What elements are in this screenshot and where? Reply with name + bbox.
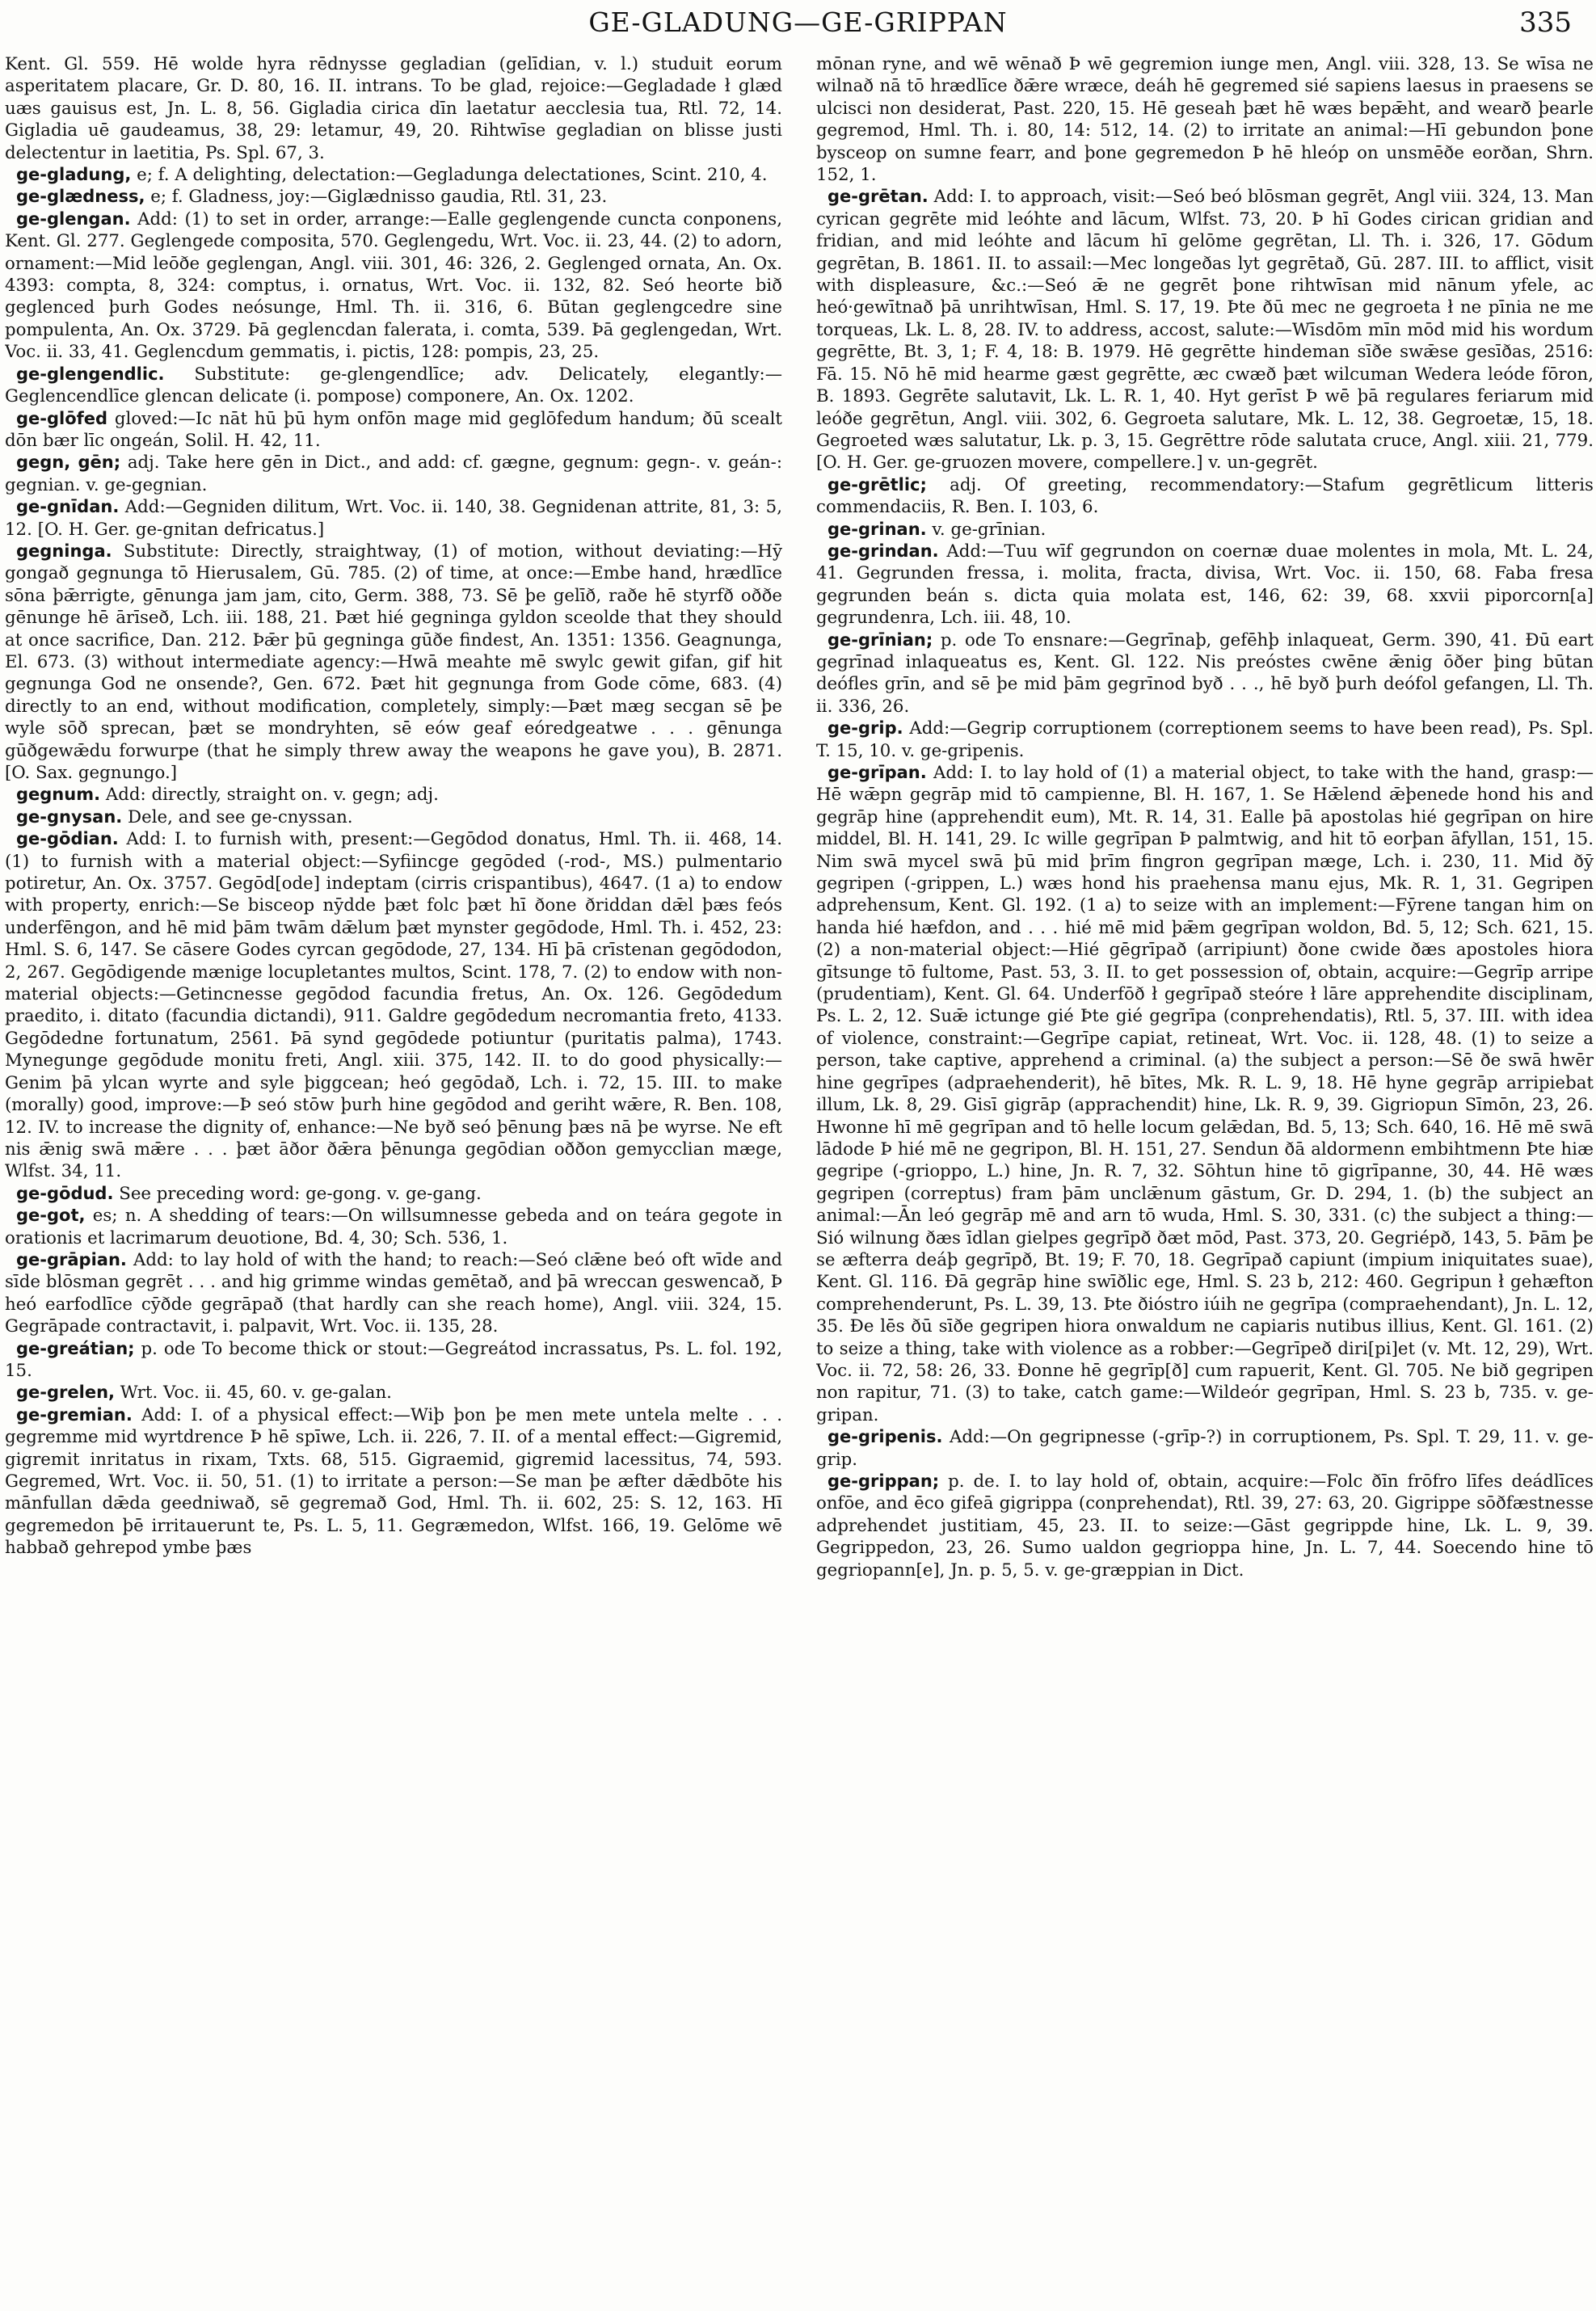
entry-definition: Kent. Gl. 559. Hē wolde hyra rēdnysse gegladian (gelīdian, v. l.) studuit eorum asperitatem placare, Gr. D. 80, 16. II. intrans. To be glad, rejoice:—Gegladade ł glæd uæs gauisus est, Jn. L. 8, 56. Gigladia cirica dīn laetatur aecclesia tua, Rtl. 72, 14. Gigladia uē gaudeamus, 38, 29: letamur, 49, 20. Rihtwīse gegladian on blisse justi delectentur in laetitia, Ps. Spl. 67, 3. [5, 54, 782, 163]
entry-headword: ge-gōdud. [16, 1183, 114, 1203]
entry-headword: ge-glengan. [16, 208, 131, 229]
dictionary-entry [5, 1382, 782, 1404]
entry-headword: ge-glengendlic. [16, 364, 165, 384]
entry-headword: ge-glōfed [16, 408, 108, 428]
entry-headword: ge-got, [16, 1206, 86, 1226]
entry-definition: Add:—On gegripnesse (-grīp-?) in corruptionem, Ps. Spl. T. 29, 11. v. ge-grip. [816, 1427, 1594, 1470]
dictionary-entry [816, 53, 1594, 186]
entry-definition: gloved:—Ic nāt hū þū hym onfōn mage mid geglōfedum handum; ðū scealt dōn bær līc ongeán, Solil. H. 42, 11. [5, 408, 782, 451]
entry-headword: ge-gōdian. [16, 829, 119, 849]
dictionary-entry [816, 718, 1594, 762]
dictionary-entry [5, 1205, 782, 1249]
page-number: 335 [1519, 6, 1572, 39]
entry-definition: Add: directly, straight on. v. gegn; adj. [105, 785, 439, 806]
dictionary-entry [5, 1183, 782, 1205]
dictionary-entry [816, 762, 1594, 1426]
dictionary-entry [816, 629, 1594, 718]
entry-definition: p. ode To become thick or stout:—Gegreátod incrassatus, Ps. L. fol. 192, 15. [5, 1338, 782, 1381]
entry-headword: ge-grelen, [16, 1383, 115, 1403]
entry-headword: ge-gremian. [16, 1404, 133, 1425]
entry-definition: v. ge-grīnian. [932, 519, 1046, 540]
dictionary-entry [816, 186, 1594, 474]
entry-headword: ge-grīpan. [827, 763, 927, 782]
dictionary-entry [5, 784, 782, 806]
entry-definition: mōnan ryne, and wē wēnað Þ wē gegremion iunge men, Angl. viii. 328, 13. Se wīsa ne wilnað nā tō hrædlīce ðǣre wræce, deáh hē gegremed sié sapiens laesus in praesens se ulcisci non desiderat, Past. 220, 15. Hē geseah þæt hē wæs bepǣht, and wearð þearle gegremod, Hml. Th. i. 80, 14: 512, 14. (2) to irritate an animal:—Hī gebundon þone bysceop on sumne fearr, and þone gegremedon Þ hē hleóp on unsmēðe eorðan, Shrn. 152, 1. [816, 54, 1594, 186]
entry-headword: ge-grāpian. [16, 1249, 127, 1269]
right-column [816, 53, 1594, 2300]
entry-definition: Add: I. to furnish with, present:—Gegōdod donatus, Hml. Th. ii. 468, 14. (1) to furnish with a material object:—Syfiincge gegōded (-rod-, MS.) pulmentario potiretur, An. Ox. 3757. Gegōd[ode] indeptam (cirris crispantibus), 4647. (1 a) to endow with property, enrich:—Se bisceop nȳdde þæt folc þæt hī ðone ðriddan dǣl þæs feós underfēngon, and hē mid þām twām dǣlum þæt mynster gegōdode, Hml. Th. i. 452, 23: Hml. S. 6, 147. Se cāsere Godes cyrcan gegōdode, 27, 134. Hī þā crīstenan gegōdodon, 2, 267. Gegōdigende mænige locupletantes multos, Scint. 178, 7. (2) to endow with non-material objects:—Getincnesse gegōdod facundia fretus, An. Ox. 126. Gegōdedum praedito, i. ditato (facundia dictandi), 911. Galdre gegōdedum necromantia freto, 4133. Gegōdedne fortunatum, 2561. Þā synd gegōdede potiuntur (puritatis palma), 1743. Mynegunge gegōdude monitu freti, Angl. xiii. 375, 142. II. to do good physically:—Genim þā ylcan wyrte and syle þiggcean; heó gegōdað, Lch. i. 72, 15. III. to make (morally) good, improve:—Þ seó stōw þurh hine gegōdod and geriht wǣre, R. Ben. 108, 12. IV. to increase the dignity of, enhance:—Ne byð seó þēnung þæs nā þe wyrse. Ne eft nis ǣnig swā mǣre . . . þæt āðor ðǣra þēnunga gegōdian oððon gemycclian mæge, Wlfst. 34, 11. [5, 829, 782, 1182]
dictionary-entry [5, 408, 782, 453]
entry-headword: ge-gripenis. [827, 1427, 943, 1447]
dictionary-entry [5, 1338, 782, 1383]
dictionary-entry [816, 1426, 1594, 1471]
dictionary-entry [5, 452, 782, 496]
dictionary-entry [5, 828, 782, 1183]
entry-headword: ge-glædness, [16, 187, 145, 207]
dictionary-entry [816, 541, 1594, 629]
entry-headword: ge-grīnian; [827, 629, 933, 650]
page-title: GE-GLADUNG—GE-GRIPPAN [588, 6, 1008, 38]
entry-headword: ge-grindan. [827, 541, 939, 561]
entry-definition: Add:—Gegniden dilitum, Wrt. Voc. ii. 140, 38. Gegnidenan attrite, 81, 3: 5, 12. [O. H. Ger. ge-gnitan defricatus.] [5, 497, 782, 540]
entry-headword: ge-grinan. [827, 519, 927, 539]
entry-definition: e; f. A delighting, delectation:—Gegladunga delectationes, Scint. 210, 4. [137, 165, 768, 186]
entry-definition: Add: (1) to set in order, arrange:—Ealle geglengende cuncta conponens, Kent. Gl. 277. Geglengede composita, 570. Geglengedu, Wrt. Voc. ii. 23, 44. (2) to adorn, ornament:—Mid leōðe geglengan, Angl. viii. 301, 46: 326, 2. Geglenged ornata, An. Ox. 4393: compta, 8, 324: comptus, i. ornatus, Wrt. Voc. ii. 132, 82. Seó heorte bið geglenced þurh Godes neósunge, Hml. Th. ii. 316, 6. Būtan geglengcedre sine pompulenta, An. Ox. 3729. Þā geglencdan falerata, i. comta, 539. Þā geglengedan, Wrt. Voc. ii. 33, 41. Geglencdum gemmatis, i. pictis, 128: pompis, 23, 25. [5, 208, 782, 363]
dictionary-entry [5, 1404, 782, 1560]
entry-definition: es; n. A shedding of tears:—On willsumnesse gebeda and on teára gegote in orationis et lacrimarum deuotione, Bd. 4, 30; Sch. 536, 1. [5, 1206, 782, 1248]
dictionary-entry [5, 186, 782, 208]
dictionary-entry [5, 1249, 782, 1338]
entry-headword: ge-grētan. [827, 187, 929, 207]
dictionary-entry [816, 1471, 1594, 1581]
left-column [5, 53, 782, 2300]
entry-headword: gegnum. [16, 785, 101, 805]
entry-definition: Wrt. Voc. ii. 45, 60. v. ge-galan. [120, 1383, 392, 1404]
entry-definition: Add:—Gegrip corruptionem (correptionem seems to have been read), Ps. Spl. T. 15, 10. v. ge-gripenis. [816, 718, 1594, 761]
entry-definition: p. de. I. to lay hold of, obtain, acquire:—Folc ðīn frōfro līfes deádlīces onfōe, and ēco gifeā gigrippa (conprehendat), Rtl. 39, 27: 63, 20. Gigrippe sōðfæstnesse adprehendet justitiam, 45, 23. II. to seize:—Gāst gegrippde hine, Lk. L. 9, 39. Gegrippedon, 23, 26. Sumo ualdon gegrioppa hine, Jn. L. 7, 44. Soecendo hine tō gegriopann[e], Jn. p. 5, 5. v. ge-græppian in Dict. [816, 1471, 1594, 1581]
dictionary-entry [5, 164, 782, 186]
dictionary-entry [5, 53, 782, 164]
entry-definition: Dele, and see ge-cnyssan. [128, 806, 353, 827]
entry-headword: ge-gnysan. [16, 806, 123, 827]
dictionary-entry [5, 806, 782, 828]
entry-headword: ge-gladung, [16, 165, 132, 185]
dictionary-entry [5, 208, 782, 364]
dictionary-entry [5, 496, 782, 541]
entry-definition: adj. Of greeting, recommendatory:—Stafum gegrētlicum litteris commendaciis, R. Ben. I. 103, 6. [816, 474, 1594, 518]
entry-definition: e; f. Gladness, joy:—Giglædnisso gaudia, Rtl. 31, 23. [150, 187, 608, 208]
entry-definition: Substitute: Directly, straightway, (1) of motion, without deviating:—Hȳ gongað gegnunga tō Hierusalem, Gū. 785. (2) of time, at once:—Embe hand, hrædlīce sōna þǣrrigte, gēnunga jam jam, cito, Germ. 388, 73. Sē þe gelīð, raðe hē styrfð oððe gēnunge hē ārīseð, Lch. iii. 188, 21. Þæt hié gegninga gyldon sceolde that they should at once sacrifice, Dan. 212. Þǣr þū gegninga gūðe findest, An. 1351: 1356. Geagnunga, El. 673. (3) without intermediate agency:—Hwā meahte mē swylc gewit gifan, gif hit gegnunga God ne onsende?, Gen. 672. Þæt hit gegnunga from Gode cōme, 683. (4) directly to an end, without modification, completely, simply:—Þæt mæg secgan sē þe wyle sōð sprecan, þæt se mondryhten, sē eów geaf eóredgeatwe . . . gēnunga gūðgewǣdu forwurpe (that he simply threw away the weapons he gave you), B. 2871. [O. Sax. gegnungo.] [5, 541, 782, 783]
dictionary-entry [5, 541, 782, 784]
entry-headword: gegninga. [16, 541, 112, 561]
entry-headword: ge-greátian; [16, 1338, 135, 1358]
entry-definition: Add: to lay hold of with the hand; to reach:—Seó clǣne beó oft wīde and sīde blōsman gegrēt . . . and hig grimme windas gemētað, and þā wreccan geswencað, Þ heó earfodlīce cȳðde gegrāpað (that hardly can she reach home), Angl. viii. 324, 15. Gegrāpade contractavit, i. palpavit, Wrt. Voc. ii. 135, 28. [5, 1249, 782, 1337]
entry-headword: gegn, gēn; [16, 453, 121, 473]
entry-definition: Add: I. to lay hold of (1) a material object, to take with the hand, grasp:—Hē wǣpn gegrāp mid tō campienne, Bl. H. 167, 1. Se Hǣlend ǣþenede hond his and gegrāp hine (apprehendit eum), Mt. R. 14, 31. Ealle þā apostolas hié gegrīpan on hire middel, Bl. H. 141, 29. Ic wille gegrīpan Þ palmtwig, and hit tō eorþan āfyllan, 151, 15. Nim swā mycel swā þū mid þrīm fingron gegrīpan mæge, Lch. i. 230, 11. Mid ðȳ gegripen (-grippen, L.) wæs hond his praehensa manu ejus, Mk. R. 1, 31. Gegripen adprehensum, Kent. Gl. 192. (1 a) to seize with an implement:—Fȳrene tangan him on handa hié hæfdon, and . . . hié mē mid þǣm gegrīpan woldon, Bd. 5, 12; Sch. 621, 15. (2) a non-material object:—Hié gēgrīpað (arripiunt) ðone cwide ðæs apostoles hiora gītsunge tō fultome, Past. 53, 3. II. to get possession of, obtain, acquire:—Gegrīp arripe (prudentiam), Kent. Gl. 64. Underfōð ł gegrīpað steóre ł lāre apprehendite disciplinam, Ps. L. 2, 12. Suǣ ictunge gié Þte gié gegrīpa (conprehendatis), Rtl. 5, 37. III. with idea of violence, constraint:—Gegrīpe capiat, retineat, Wrt. Voc. ii. 128, 48. (1) to seize a person, take captive, apprehend a criminal. (a) the subject a person:—Sē ðe swā hwēr hine gegrīpes (adpraehenderit), hē bītes, Mk. R. L. 9, 18. Hē hyne gegrāp arripiebat illum, Lk. 8, 29. Gisī gigrāp (apprachendit) hine, Lk. R. 9, 39. Gigriopun Sīmōn, 23, 26. Hwonne hī mē gegrīpan and tō helle locum gelǣdan, Bd. 5, 13; Sch. 640, 16. Hē mē swā lādode Þ hié mē ne gegripon, Bl. H. 151, 27. Sendun ðā aldormenn embihtmenn Þte hiæ gegripe (-grioppo, L.) hine, Jn. R. 7, 32. Sōhtun hine tō gigrīpanne, 30, 44. Hē wæs gegripen (correptus) fram þām unclǣnum gāstum, Gr. D. 294, 1. (b) the subject an animal:—Ān leó gegrāp mē and arn tō wuda, Hml. S. 30, 331. (c) the subject a thing:—Sió wilnung ðæs īdlan gielpes gegrīpð ðæt mōd, Past. 373, 20. Gegriépð, 143, 5. Þām þe se æfterra deáþ gegrīpð, Bt. 19; F. 70, 18. Gegrīpað capiunt (impium iniquitates suae), Kent. Gl. 116. Ðā gegrāp hine swīðlic ege, Hml. S. 23 b, 212: 460. Gegripun ł gehæfton comprehenderunt, Ps. L. 39, 13. Þte ðióstro iúih ne gegrīpa (compraehendant), Jn. L. 12, 35. Ðe lēs ðū sīðe gegripen hiora onwaldum ne capiaris nutibus illius, Kent. Gl. 161. (2) to seize a thing, take with violence as a robber:—Gegrīpeð diri[pi]et (v. Mt. 12, 29), Wrt. Voc. ii. 72, 58: 26, 33. Ðonne hē gegrīp[ð] cum rapuerit, Kent. Gl. 705. Ne bið gegripen non rapitur, 71. (3) to take, catch game:—Wildeór gegrīpan, Hml. S. 23 b, 735. v. ge-gripan. [816, 763, 1594, 1425]
entry-headword: ge-gnīdan. [16, 497, 120, 517]
entry-definition: Add: I. of a physical effect:—Wiþ þon þe men mete untela melte . . . gegremme mid wyrtdrence Þ hē spīwe, Lch. ii. 226, 7. II. of a mental effect:—Gigremid, gigremit inritatus in rixam, Txts. 68, 515. Gigraemid, gigremid lacessitus, 74, 593. Gegremed, Wrt. Voc. ii. 50, 51. (1) to irritate a person:—Se man þe æfter dǣdbōte his mānfullan dǣda geedniwað, sē gegremað God, Hml. Th. ii. 602, 25: S. 12, 163. Hī gegremedon þē irritauerunt te, Ps. L. 5, 11. Gegræmedon, Wlfst. 166, 19. Gelōme wē habbað gehrepod ymbe þæs [5, 1404, 782, 1559]
entry-definition: Add: I. to approach, visit:—Seó beó blōsman gegrēt, Angl viii. 324, 13. Man cyrican gegrēte mid leóhte and lācum, Wlfst. 73, 20. Þ hī Godes cirican gridian and fridian, and mid leóhte and lācum hī gelōme gegrētan, Ll. Th. i. 326, 17. Gōdum gegrētan, B. 1861. II. to assail:—Mec longeðas lyt gegrētað, Gū. 287. III. to afflict, visit with displeasure, &c.:—Seó ǣ ne gegrēt þone rihtwīsan mid nānum yfele, ac heó·gewītnað þā unrihtwīsan, Hml. S. 17, 19. Þte ðū mec ne gegroeta ł ne pīnia ne me torqueas, Lk. L. 8, 28. IV. to address, accost, salute:—Wīsdōm mīn mōd mid his wordum gegrētte, Bt. 3, 1; F. 4, 18: B. 1979. Hē gegrētte hindeman sīðe swǣse gesīðas, 2516: Fā. 15. Nō hē mid hearme gæst gegrētte, æc cwæð þæt wilcuman Wedera leóde fōron, B. 1893. Gegrēte salutavit, Lk. L. R. 1, 40. Hyt gerīst Þ wē þā regulares feriarum mid leóðe gegrētun, Angl. viii. 302, 6. Gegroeta salutare, Mk. L. 12, 38. Gegroetæ, 15, 18. Gegroeted wæs salutatur, Lk. p. 3, 15. Gegrēttre rōde salutata cruce, Angl. xiii. 21, 779. [O. H. Ger. ge-gruozen movere, compellere.] v. un-gegrēt. [816, 187, 1594, 474]
dictionary-entry [816, 519, 1594, 541]
entry-definition: See preceding word: ge-gong. v. ge-gang. [119, 1183, 482, 1204]
entry-headword: ge-grip. [827, 718, 903, 739]
dictionary-entry [816, 474, 1594, 519]
entry-headword: ge-grippan; [827, 1471, 940, 1491]
entry-definition: adj. Take here gēn in Dict., and add: cf. gægne, gegnum: gegn-. v. geán-: gegnian. v. ge-gegnian. [5, 453, 782, 495]
running-head [0, 6, 1596, 39]
entry-definition: Substitute: ge-glengendlīce; adv. Delicately, elegantly:—Geglencendlīce glencan delicate (i. pompose) componere, An. Ox. 1202. [5, 364, 782, 407]
dictionary-entry [5, 364, 782, 408]
entry-definition: Add:—Tuu wīf gegrundon on coernæ duae molentes in mola, Mt. L. 24, 41. Gegrunden fressa, i. molita, fracta, divisa, Wrt. Voc. ii. 150, 68. Faba fresa gegrunden beán s. dicta quia molata est, 146, 62: 39, 68. xxvii piporcorn[a] gegrundenra, Lch. iii. 48, 10. [816, 541, 1594, 629]
entry-headword: ge-grētlic; [827, 474, 927, 495]
entry-definition: p. ode To ensnare:—Gegrīnaþ, gefēhþ inlaqueat, Germ. 390, 41. Ðū eart gegrīnad inlaqueatus es, Kent. Gl. 122. Nis preóstes cwēne ǣnig ōðer þing būtan deófles grīn, and sē þe mid þām gegrīnod byð . . ., hē byð þurh deófol gefangen, Ll. Th. ii. 336, 26. [816, 629, 1594, 717]
